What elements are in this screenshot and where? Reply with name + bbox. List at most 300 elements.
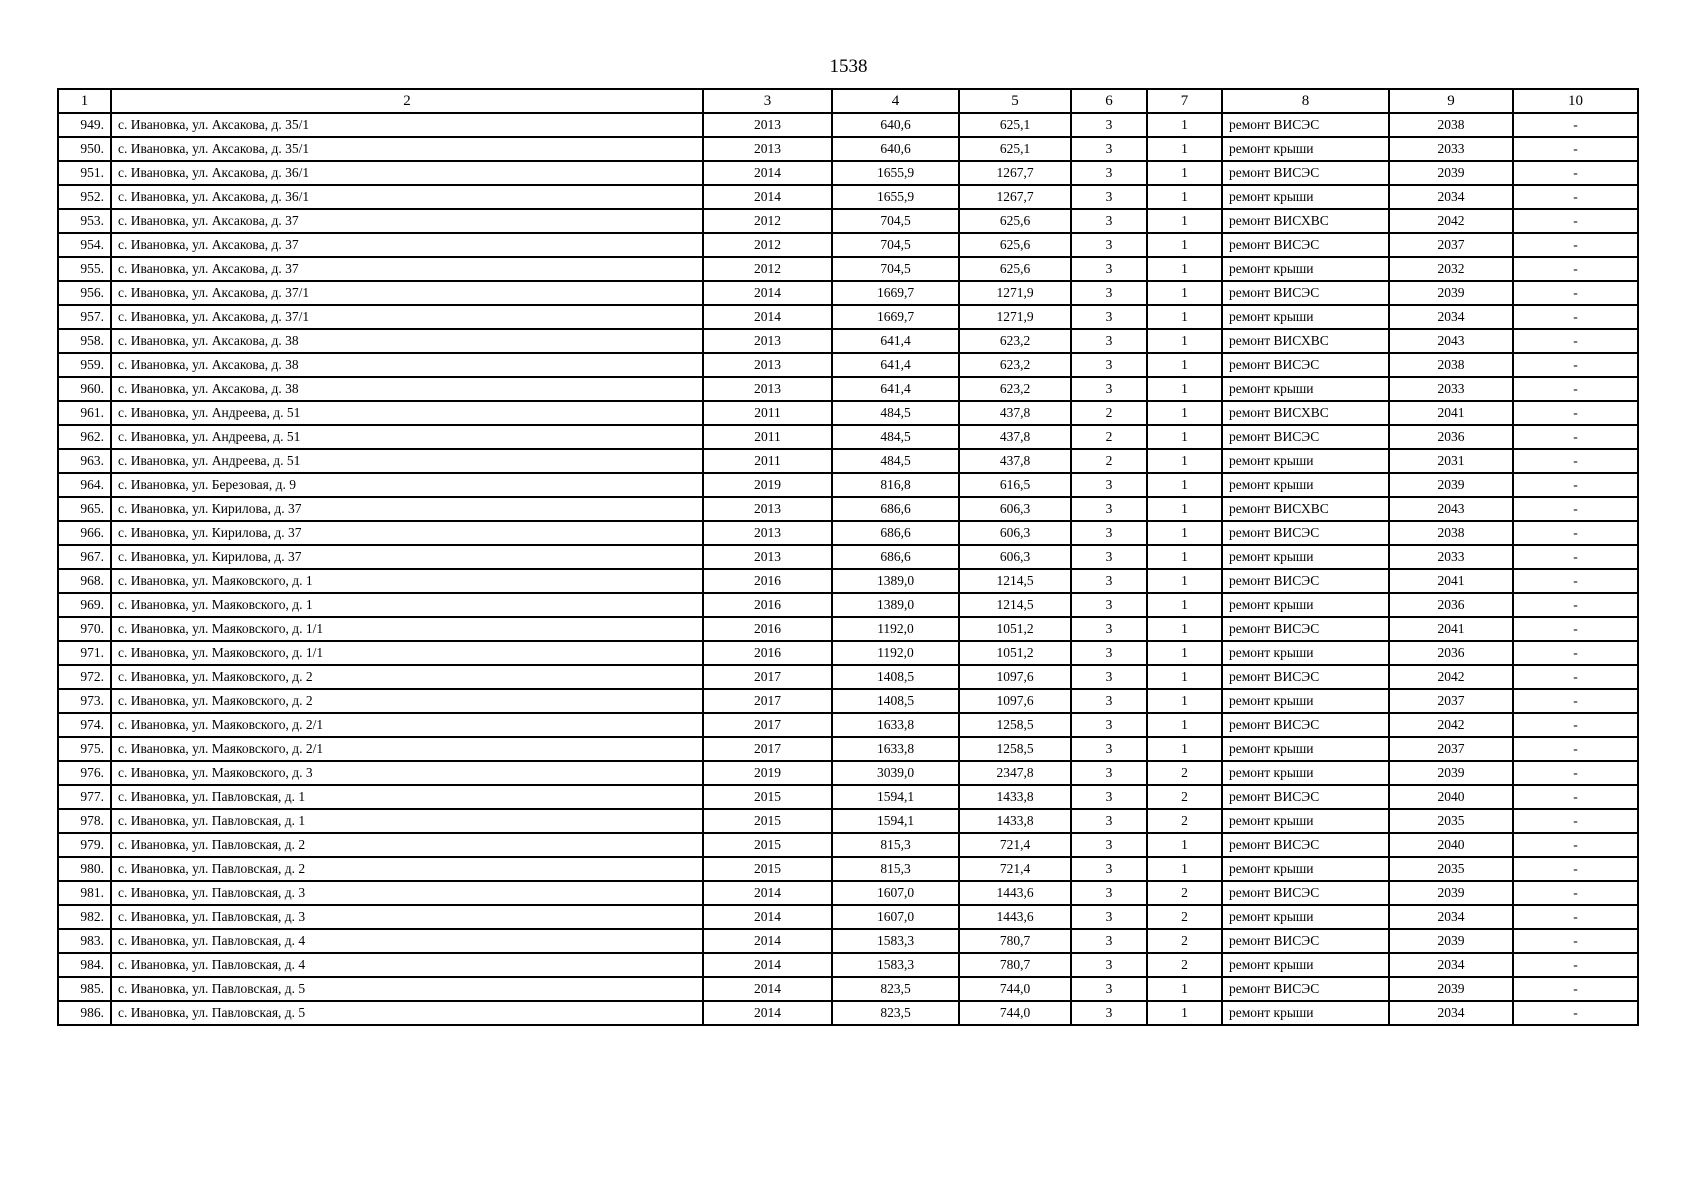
cell-living-area: 780,7 [959, 953, 1071, 977]
cell-floors: 3 [1071, 761, 1147, 785]
cell-row-number: 954. [58, 233, 111, 257]
cell-address: с. Ивановка, ул. Аксакова, д. 36/1 [111, 185, 703, 209]
cell-row-number: 964. [58, 473, 111, 497]
cell-total-area: 1655,9 [832, 161, 959, 185]
cell-floors: 3 [1071, 521, 1147, 545]
cell-row-number: 980. [58, 857, 111, 881]
cell-row-number: 983. [58, 929, 111, 953]
cell-floors: 2 [1071, 425, 1147, 449]
cell-entrances: 1 [1147, 521, 1222, 545]
cell-year: 2013 [703, 377, 832, 401]
cell-entrances: 1 [1147, 473, 1222, 497]
cell-work-type: ремонт крыши [1222, 641, 1389, 665]
cell-floors: 3 [1071, 545, 1147, 569]
cell-plan-year: 2042 [1389, 209, 1513, 233]
cell-floors: 3 [1071, 833, 1147, 857]
cell-floors: 3 [1071, 209, 1147, 233]
cell-row-number: 966. [58, 521, 111, 545]
cell-year: 2012 [703, 257, 832, 281]
cell-total-area: 641,4 [832, 377, 959, 401]
cell-entrances: 2 [1147, 929, 1222, 953]
cell-plan-year: 2039 [1389, 929, 1513, 953]
column-header: 9 [1389, 89, 1513, 113]
cell-work-type: ремонт ВИСЭС [1222, 665, 1389, 689]
cell-address: с. Ивановка, ул. Аксакова, д. 37/1 [111, 281, 703, 305]
cell-row-number: 955. [58, 257, 111, 281]
table-row [58, 305, 1638, 329]
table-row [58, 761, 1638, 785]
cell-row-number: 970. [58, 617, 111, 641]
cell-living-area: 625,6 [959, 233, 1071, 257]
cell-note: - [1513, 761, 1638, 785]
column-header: 5 [959, 89, 1071, 113]
table-row [58, 689, 1638, 713]
cell-floors: 3 [1071, 353, 1147, 377]
cell-work-type: ремонт ВИСХВС [1222, 209, 1389, 233]
cell-floors: 3 [1071, 137, 1147, 161]
cell-note: - [1513, 377, 1638, 401]
cell-floors: 3 [1071, 257, 1147, 281]
table-row [58, 593, 1638, 617]
cell-year: 2011 [703, 401, 832, 425]
cell-plan-year: 2033 [1389, 137, 1513, 161]
cell-entrances: 1 [1147, 425, 1222, 449]
cell-year: 2017 [703, 689, 832, 713]
cell-plan-year: 2036 [1389, 425, 1513, 449]
cell-total-area: 641,4 [832, 353, 959, 377]
cell-floors: 3 [1071, 689, 1147, 713]
table-row [58, 857, 1638, 881]
cell-floors: 3 [1071, 473, 1147, 497]
cell-living-area: 721,4 [959, 857, 1071, 881]
cell-address: с. Ивановка, ул. Павловская, д. 1 [111, 809, 703, 833]
cell-note: - [1513, 737, 1638, 761]
cell-address: с. Ивановка, ул. Кирилова, д. 37 [111, 545, 703, 569]
cell-entrances: 2 [1147, 953, 1222, 977]
column-header: 8 [1222, 89, 1389, 113]
cell-total-area: 641,4 [832, 329, 959, 353]
table-row [58, 137, 1638, 161]
cell-address: с. Ивановка, ул. Кирилова, д. 37 [111, 497, 703, 521]
cell-work-type: ремонт ВИСХВС [1222, 401, 1389, 425]
cell-address: с. Ивановка, ул. Аксакова, д. 35/1 [111, 113, 703, 137]
cell-living-area: 1214,5 [959, 569, 1071, 593]
cell-plan-year: 2042 [1389, 665, 1513, 689]
cell-note: - [1513, 881, 1638, 905]
cell-floors: 3 [1071, 1001, 1147, 1025]
cell-note: - [1513, 257, 1638, 281]
column-header: 7 [1147, 89, 1222, 113]
cell-row-number: 984. [58, 953, 111, 977]
cell-floors: 3 [1071, 161, 1147, 185]
cell-row-number: 969. [58, 593, 111, 617]
cell-row-number: 972. [58, 665, 111, 689]
cell-plan-year: 2039 [1389, 881, 1513, 905]
cell-work-type: ремонт ВИСЭС [1222, 881, 1389, 905]
cell-total-area: 815,3 [832, 857, 959, 881]
cell-entrances: 2 [1147, 881, 1222, 905]
cell-plan-year: 2043 [1389, 497, 1513, 521]
cell-year: 2016 [703, 641, 832, 665]
table-row [58, 209, 1638, 233]
column-header: 6 [1071, 89, 1147, 113]
cell-plan-year: 2033 [1389, 377, 1513, 401]
cell-year: 2015 [703, 785, 832, 809]
cell-work-type: ремонт ВИСХВС [1222, 329, 1389, 353]
cell-entrances: 1 [1147, 641, 1222, 665]
cell-work-type: ремонт ВИСЭС [1222, 425, 1389, 449]
cell-work-type: ремонт крыши [1222, 185, 1389, 209]
table-row [58, 545, 1638, 569]
cell-entrances: 1 [1147, 209, 1222, 233]
cell-year: 2013 [703, 353, 832, 377]
table-row [58, 881, 1638, 905]
cell-year: 2013 [703, 521, 832, 545]
cell-total-area: 640,6 [832, 137, 959, 161]
cell-address: с. Ивановка, ул. Маяковского, д. 2 [111, 665, 703, 689]
cell-work-type: ремонт крыши [1222, 905, 1389, 929]
cell-row-number: 959. [58, 353, 111, 377]
cell-year: 2011 [703, 449, 832, 473]
cell-plan-year: 2033 [1389, 545, 1513, 569]
cell-total-area: 1607,0 [832, 905, 959, 929]
cell-plan-year: 2034 [1389, 185, 1513, 209]
cell-address: с. Ивановка, ул. Маяковского, д. 3 [111, 761, 703, 785]
table-row [58, 473, 1638, 497]
cell-entrances: 1 [1147, 545, 1222, 569]
cell-plan-year: 2038 [1389, 113, 1513, 137]
cell-living-area: 616,5 [959, 473, 1071, 497]
cell-floors: 3 [1071, 281, 1147, 305]
cell-floors: 3 [1071, 905, 1147, 929]
cell-year: 2016 [703, 617, 832, 641]
cell-total-area: 1408,5 [832, 665, 959, 689]
cell-entrances: 2 [1147, 905, 1222, 929]
cell-living-area: 1271,9 [959, 305, 1071, 329]
cell-note: - [1513, 353, 1638, 377]
cell-living-area: 1271,9 [959, 281, 1071, 305]
cell-floors: 2 [1071, 401, 1147, 425]
cell-total-area: 1594,1 [832, 785, 959, 809]
cell-address: с. Ивановка, ул. Аксакова, д. 37 [111, 257, 703, 281]
cell-note: - [1513, 185, 1638, 209]
cell-address: с. Ивановка, ул. Аксакова, д. 35/1 [111, 137, 703, 161]
table-row [58, 905, 1638, 929]
cell-row-number: 974. [58, 713, 111, 737]
cell-entrances: 1 [1147, 833, 1222, 857]
cell-total-area: 484,5 [832, 425, 959, 449]
page-number: 1538 [829, 56, 868, 77]
cell-total-area: 1389,0 [832, 569, 959, 593]
cell-entrances: 1 [1147, 857, 1222, 881]
table-row [58, 833, 1638, 857]
table-row [58, 929, 1638, 953]
cell-plan-year: 2038 [1389, 353, 1513, 377]
cell-year: 2014 [703, 929, 832, 953]
cell-plan-year: 2039 [1389, 161, 1513, 185]
cell-row-number: 965. [58, 497, 111, 521]
cell-note: - [1513, 809, 1638, 833]
cell-address: с. Ивановка, ул. Павловская, д. 4 [111, 929, 703, 953]
cell-living-area: 1258,5 [959, 713, 1071, 737]
cell-entrances: 1 [1147, 305, 1222, 329]
cell-plan-year: 2039 [1389, 281, 1513, 305]
cell-work-type: ремонт ВИСЭС [1222, 569, 1389, 593]
table-row [58, 185, 1638, 209]
cell-work-type: ремонт крыши [1222, 857, 1389, 881]
cell-living-area: 1267,7 [959, 161, 1071, 185]
cell-note: - [1513, 137, 1638, 161]
table-row [58, 425, 1638, 449]
table-row [58, 641, 1638, 665]
cell-work-type: ремонт крыши [1222, 305, 1389, 329]
cell-work-type: ремонт крыши [1222, 761, 1389, 785]
cell-work-type: ремонт крыши [1222, 809, 1389, 833]
cell-year: 2012 [703, 209, 832, 233]
cell-work-type: ремонт крыши [1222, 377, 1389, 401]
cell-address: с. Ивановка, ул. Аксакова, д. 38 [111, 377, 703, 401]
cell-year: 2013 [703, 497, 832, 521]
column-header: 10 [1513, 89, 1638, 113]
cell-living-area: 1433,8 [959, 785, 1071, 809]
cell-entrances: 1 [1147, 257, 1222, 281]
cell-year: 2016 [703, 569, 832, 593]
table-row [58, 329, 1638, 353]
cell-work-type: ремонт ВИСЭС [1222, 833, 1389, 857]
cell-year: 2017 [703, 737, 832, 761]
cell-address: с. Ивановка, ул. Аксакова, д. 36/1 [111, 161, 703, 185]
cell-living-area: 1258,5 [959, 737, 1071, 761]
cell-entrances: 1 [1147, 401, 1222, 425]
table-row [58, 785, 1638, 809]
cell-address: с. Ивановка, ул. Павловская, д. 4 [111, 953, 703, 977]
cell-floors: 3 [1071, 329, 1147, 353]
cell-living-area: 721,4 [959, 833, 1071, 857]
cell-living-area: 606,3 [959, 545, 1071, 569]
cell-total-area: 1633,8 [832, 713, 959, 737]
cell-total-area: 686,6 [832, 497, 959, 521]
table-row [58, 521, 1638, 545]
cell-entrances: 1 [1147, 449, 1222, 473]
table-row [58, 401, 1638, 425]
cell-floors: 3 [1071, 713, 1147, 737]
cell-plan-year: 2032 [1389, 257, 1513, 281]
cell-note: - [1513, 449, 1638, 473]
cell-total-area: 686,6 [832, 521, 959, 545]
cell-floors: 3 [1071, 305, 1147, 329]
cell-work-type: ремонт крыши [1222, 689, 1389, 713]
cell-work-type: ремонт ВИСЭС [1222, 713, 1389, 737]
cell-year: 2014 [703, 1001, 832, 1025]
cell-entrances: 2 [1147, 785, 1222, 809]
cell-note: - [1513, 857, 1638, 881]
cell-row-number: 971. [58, 641, 111, 665]
cell-living-area: 1051,2 [959, 641, 1071, 665]
cell-plan-year: 2034 [1389, 1001, 1513, 1025]
column-header: 2 [111, 89, 703, 113]
cell-plan-year: 2036 [1389, 641, 1513, 665]
cell-address: с. Ивановка, ул. Павловская, д. 3 [111, 905, 703, 929]
cell-floors: 3 [1071, 569, 1147, 593]
cell-plan-year: 2034 [1389, 305, 1513, 329]
cell-year: 2015 [703, 857, 832, 881]
cell-total-area: 640,6 [832, 113, 959, 137]
table-row [58, 977, 1638, 1001]
cell-total-area: 1655,9 [832, 185, 959, 209]
cell-plan-year: 2037 [1389, 233, 1513, 257]
cell-address: с. Ивановка, ул. Кирилова, д. 37 [111, 521, 703, 545]
table-row [58, 569, 1638, 593]
cell-note: - [1513, 689, 1638, 713]
cell-floors: 3 [1071, 929, 1147, 953]
cell-note: - [1513, 545, 1638, 569]
cell-work-type: ремонт крыши [1222, 137, 1389, 161]
cell-work-type: ремонт ВИСЭС [1222, 161, 1389, 185]
cell-entrances: 1 [1147, 737, 1222, 761]
table-row [58, 161, 1638, 185]
cell-year: 2014 [703, 305, 832, 329]
cell-note: - [1513, 905, 1638, 929]
cell-floors: 3 [1071, 113, 1147, 137]
cell-plan-year: 2037 [1389, 689, 1513, 713]
cell-note: - [1513, 401, 1638, 425]
cell-note: - [1513, 617, 1638, 641]
cell-entrances: 1 [1147, 329, 1222, 353]
cell-living-area: 1097,6 [959, 689, 1071, 713]
cell-year: 2014 [703, 977, 832, 1001]
cell-entrances: 1 [1147, 713, 1222, 737]
cell-living-area: 623,2 [959, 329, 1071, 353]
cell-floors: 3 [1071, 497, 1147, 521]
cell-work-type: ремонт ВИСЭС [1222, 785, 1389, 809]
cell-total-area: 1389,0 [832, 593, 959, 617]
cell-work-type: ремонт ВИСЭС [1222, 233, 1389, 257]
cell-living-area: 1051,2 [959, 617, 1071, 641]
cell-work-type: ремонт ВИСЭС [1222, 353, 1389, 377]
cell-work-type: ремонт ВИСЭС [1222, 281, 1389, 305]
cell-row-number: 957. [58, 305, 111, 329]
cell-note: - [1513, 329, 1638, 353]
cell-living-area: 1443,6 [959, 905, 1071, 929]
cell-floors: 3 [1071, 377, 1147, 401]
cell-entrances: 1 [1147, 977, 1222, 1001]
cell-floors: 2 [1071, 449, 1147, 473]
cell-entrances: 1 [1147, 665, 1222, 689]
cell-living-area: 1433,8 [959, 809, 1071, 833]
cell-floors: 3 [1071, 977, 1147, 1001]
cell-year: 2013 [703, 113, 832, 137]
cell-row-number: 951. [58, 161, 111, 185]
cell-row-number: 981. [58, 881, 111, 905]
cell-address: с. Ивановка, ул. Аксакова, д. 38 [111, 329, 703, 353]
cell-address: с. Ивановка, ул. Маяковского, д. 2 [111, 689, 703, 713]
cell-plan-year: 2042 [1389, 713, 1513, 737]
cell-work-type: ремонт ВИСЭС [1222, 113, 1389, 137]
cell-note: - [1513, 953, 1638, 977]
cell-plan-year: 2039 [1389, 473, 1513, 497]
cell-plan-year: 2034 [1389, 953, 1513, 977]
cell-total-area: 704,5 [832, 209, 959, 233]
cell-year: 2014 [703, 161, 832, 185]
cell-plan-year: 2041 [1389, 569, 1513, 593]
header-row [58, 89, 1638, 113]
cell-year: 2014 [703, 953, 832, 977]
cell-address: с. Ивановка, ул. Маяковского, д. 2/1 [111, 737, 703, 761]
table-row [58, 617, 1638, 641]
cell-note: - [1513, 521, 1638, 545]
cell-entrances: 1 [1147, 617, 1222, 641]
cell-living-area: 625,6 [959, 209, 1071, 233]
cell-entrances: 1 [1147, 161, 1222, 185]
cell-total-area: 1192,0 [832, 641, 959, 665]
cell-total-area: 1408,5 [832, 689, 959, 713]
cell-floors: 3 [1071, 737, 1147, 761]
cell-living-area: 437,8 [959, 425, 1071, 449]
column-header: 4 [832, 89, 959, 113]
cell-row-number: 956. [58, 281, 111, 305]
cell-note: - [1513, 305, 1638, 329]
cell-work-type: ремонт ВИСЭС [1222, 521, 1389, 545]
cell-living-area: 625,1 [959, 113, 1071, 137]
cell-row-number: 986. [58, 1001, 111, 1025]
cell-note: - [1513, 785, 1638, 809]
cell-entrances: 1 [1147, 185, 1222, 209]
cell-row-number: 958. [58, 329, 111, 353]
cell-address: с. Ивановка, ул. Маяковского, д. 2/1 [111, 713, 703, 737]
table-row [58, 449, 1638, 473]
cell-note: - [1513, 593, 1638, 617]
cell-address: с. Ивановка, ул. Павловская, д. 1 [111, 785, 703, 809]
cell-address: с. Ивановка, ул. Маяковского, д. 1/1 [111, 641, 703, 665]
cell-row-number: 960. [58, 377, 111, 401]
table-row [58, 113, 1638, 137]
cell-address: с. Ивановка, ул. Павловская, д. 3 [111, 881, 703, 905]
cell-row-number: 968. [58, 569, 111, 593]
cell-address: с. Ивановка, ул. Андреева, д. 51 [111, 401, 703, 425]
cell-total-area: 1594,1 [832, 809, 959, 833]
cell-plan-year: 2041 [1389, 617, 1513, 641]
table-row [58, 737, 1638, 761]
cell-work-type: ремонт крыши [1222, 593, 1389, 617]
table-row [58, 497, 1638, 521]
table-body [58, 113, 1638, 1025]
cell-entrances: 1 [1147, 593, 1222, 617]
cell-entrances: 1 [1147, 1001, 1222, 1025]
cell-total-area: 1669,7 [832, 305, 959, 329]
cell-plan-year: 2041 [1389, 401, 1513, 425]
cell-address: с. Ивановка, ул. Павловская, д. 5 [111, 1001, 703, 1025]
cell-total-area: 3039,0 [832, 761, 959, 785]
cell-plan-year: 2039 [1389, 977, 1513, 1001]
cell-total-area: 704,5 [832, 257, 959, 281]
cell-row-number: 979. [58, 833, 111, 857]
cell-entrances: 1 [1147, 569, 1222, 593]
cell-floors: 3 [1071, 665, 1147, 689]
cell-note: - [1513, 929, 1638, 953]
cell-total-area: 815,3 [832, 833, 959, 857]
cell-address: с. Ивановка, ул. Маяковского, д. 1/1 [111, 617, 703, 641]
cell-note: - [1513, 473, 1638, 497]
cell-address: с. Ивановка, ул. Павловская, д. 2 [111, 857, 703, 881]
cell-row-number: 967. [58, 545, 111, 569]
cell-plan-year: 2031 [1389, 449, 1513, 473]
cell-row-number: 977. [58, 785, 111, 809]
cell-living-area: 625,1 [959, 137, 1071, 161]
cell-row-number: 973. [58, 689, 111, 713]
cell-year: 2014 [703, 881, 832, 905]
cell-year: 2014 [703, 281, 832, 305]
cell-plan-year: 2036 [1389, 593, 1513, 617]
